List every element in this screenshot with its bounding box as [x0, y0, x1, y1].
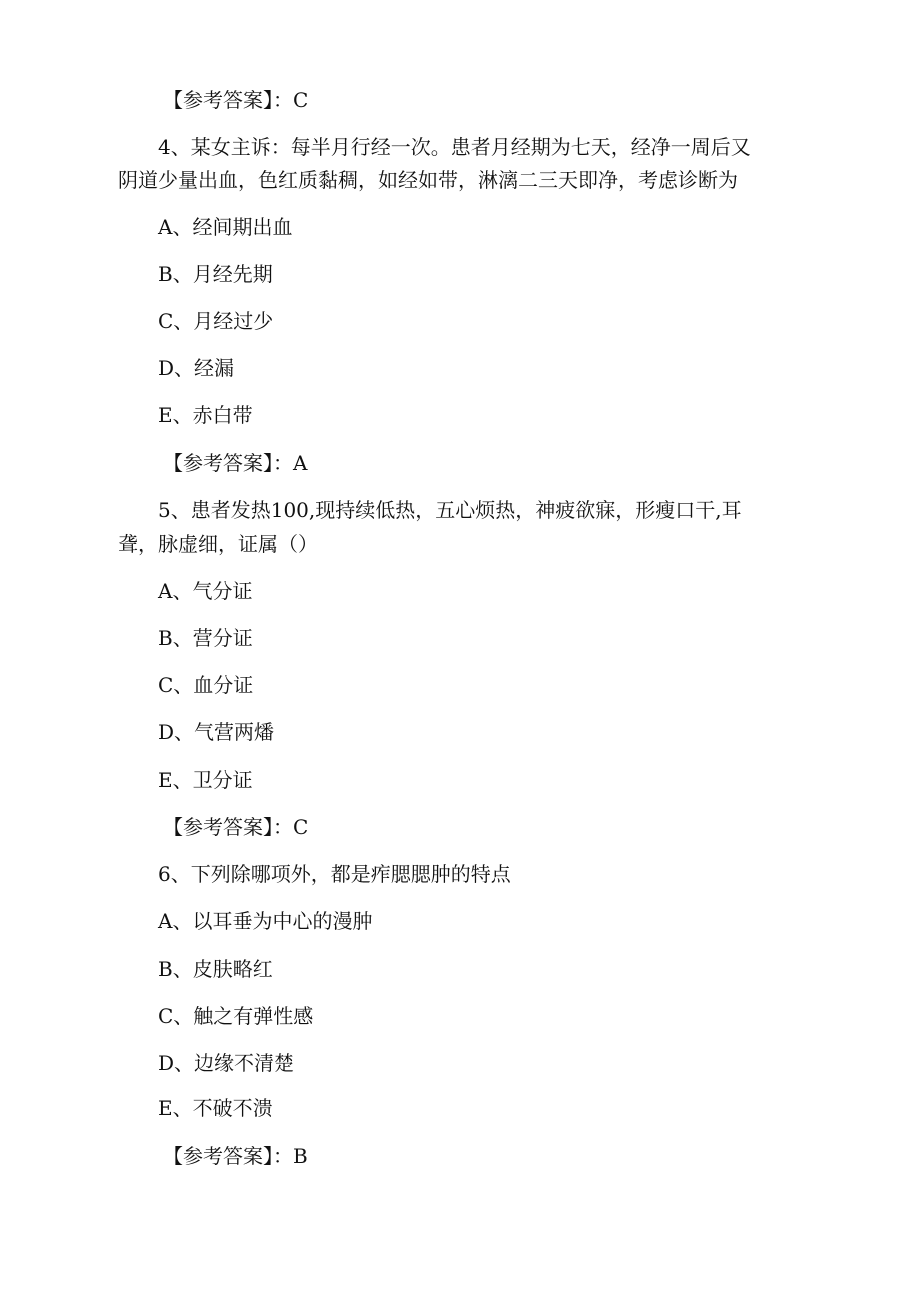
question-4-option-e: E、赤白带 [158, 403, 253, 427]
answer-line [163, 1144, 308, 1168]
question-5-option-c: C、血分证 [158, 673, 254, 697]
question-5-option-a: A、气分证 [158, 579, 253, 603]
question-5-option-b: B、营分证 [158, 626, 253, 650]
question-5-option-e: E、卫分证 [158, 768, 253, 792]
question-5-option-d: D、气营两燔 [158, 720, 275, 744]
question-5-stem-line2: 聋，脉虚细，证属（） [118, 532, 318, 556]
answer-prefix: 【参考答案】： [163, 451, 293, 475]
question-4-stem-line1: 4、某女主诉：每半月行经一次。患者月经期为七天，经净一周后又 [158, 135, 751, 159]
question-4-option-d: D、经漏 [158, 356, 235, 380]
question-4-option-c: C、月经过少 [158, 309, 274, 333]
answer-line [163, 815, 308, 839]
answer-line [163, 88, 308, 112]
answer-prefix: 【参考答案】： [163, 88, 293, 112]
question-6-option-b: B、皮肤略红 [158, 957, 273, 981]
question-6-option-e: E、不破不溃 [158, 1096, 273, 1120]
question-4-option-a: A、经间期出血 [158, 215, 293, 239]
answer-value: C [293, 815, 309, 839]
question-6-stem: 6、下列除哪项外，都是痄腮腮肿的特点 [158, 862, 511, 886]
question-5-stem-line1: 5、患者发热100,现持续低热，五心烦热，神疲欲寐，形瘦口干,耳 [158, 498, 742, 522]
answer-value: C [293, 88, 309, 112]
question-6-option-a: A、以耳垂为中心的漫肿 [158, 909, 373, 933]
question-6-option-d: D、边缘不清楚 [158, 1051, 295, 1075]
question-4-stem-line2: 阴道少量出血，色红质黏稠，如经如带，淋漓二三天即净，考虑诊断为 [118, 168, 738, 192]
answer-line [163, 451, 307, 475]
question-6-option-c: C、触之有弹性感 [158, 1004, 314, 1028]
answer-value: B [293, 1144, 308, 1168]
answer-prefix: 【参考答案】： [163, 815, 293, 839]
question-4-option-b: B、月经先期 [158, 262, 273, 286]
answer-prefix: 【参考答案】： [163, 1144, 293, 1168]
answer-value: A [293, 451, 308, 475]
